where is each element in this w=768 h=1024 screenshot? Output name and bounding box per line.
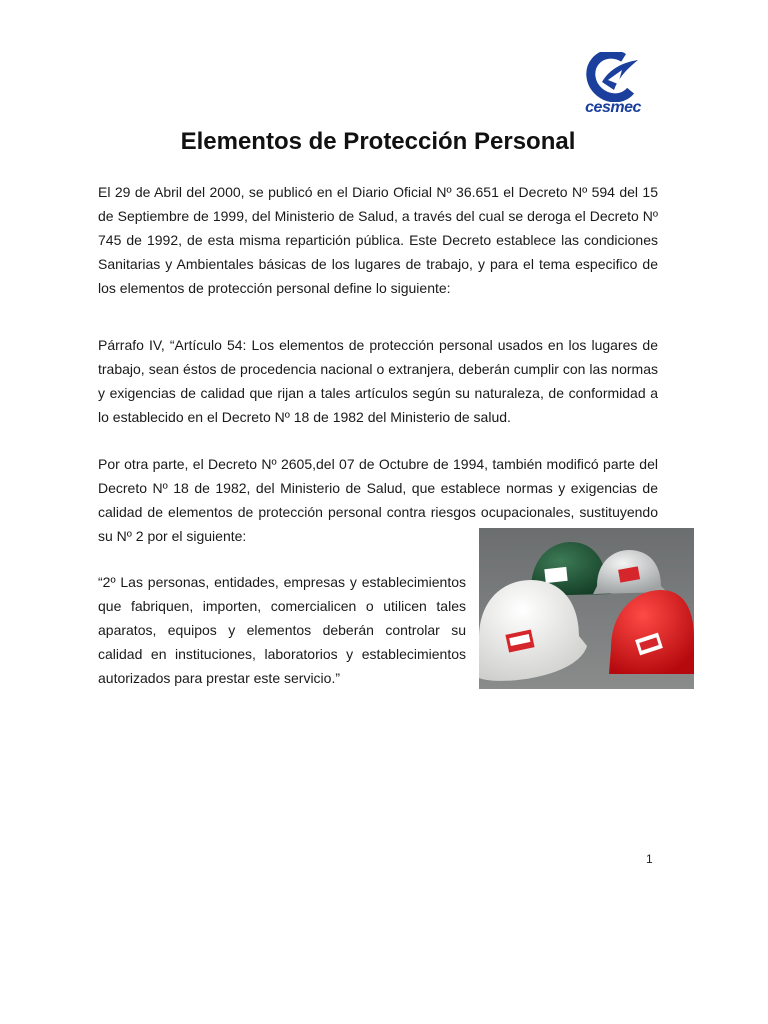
hard-hats-photo bbox=[479, 528, 694, 689]
logo-wordmark: cesmec bbox=[585, 99, 641, 116]
paragraph-articulo-54: Párrafo IV, “Artículo 54: Los elementos de protección personal usados en los lugares de trabajo, sean éstos de procedencia nacional o extranjera, deberán cumplir con las normas y exigencias de calidad que rijan a tales artículos según su naturaleza, de conformidad a lo establecido en el Decreto Nº 18 de 1982 del Ministerio de salud. bbox=[98, 337, 658, 425]
page-title: Elementos de Protección Personal bbox=[180, 128, 576, 155]
paragraph-decreto-594: El 29 de Abril del 2000, se publicó en el Diario Oficial Nº 36.651 el Decreto Nº 594 del 15 de Septiembre de 1999, del Ministerio de Salud, a través del cual se deroga el Decreto Nº 745 de 1992, de esta misma repartición pública. Este Decreto establece las condiciones Sanitarias y Ambientales básicas de los lugares de trabajo, y para el tema especifico de los elementos de protección personal define lo siguiente: bbox=[98, 184, 658, 296]
hard-hats-icon bbox=[479, 528, 694, 689]
page-number: 1 bbox=[646, 852, 653, 866]
cesmec-logo-icon bbox=[572, 52, 654, 102]
paragraph-decreto-2605: Por otra parte, el Decreto Nº 2605,del 07 de Octubre de 1994, también modificó parte del Decreto Nº 18 de 1982, del Ministerio de Salud, que establece normas y exigencias de calidad de elementos de protección personal contra riesgos ocupacionales, sustituyendo su Nº 2 por el siguiente: bbox=[98, 456, 658, 544]
paragraph-quote-2: “2º Las personas, entidades, empresas y establecimientos que fabriquen, importen, comercialicen o utilicen tales aparatos, equipos y elementos deberán controlar su calidad en instituciones, laboratorios y establecimientos autorizados para prestar este servicio.” bbox=[98, 574, 466, 686]
cesmec-logo bbox=[572, 52, 654, 122]
